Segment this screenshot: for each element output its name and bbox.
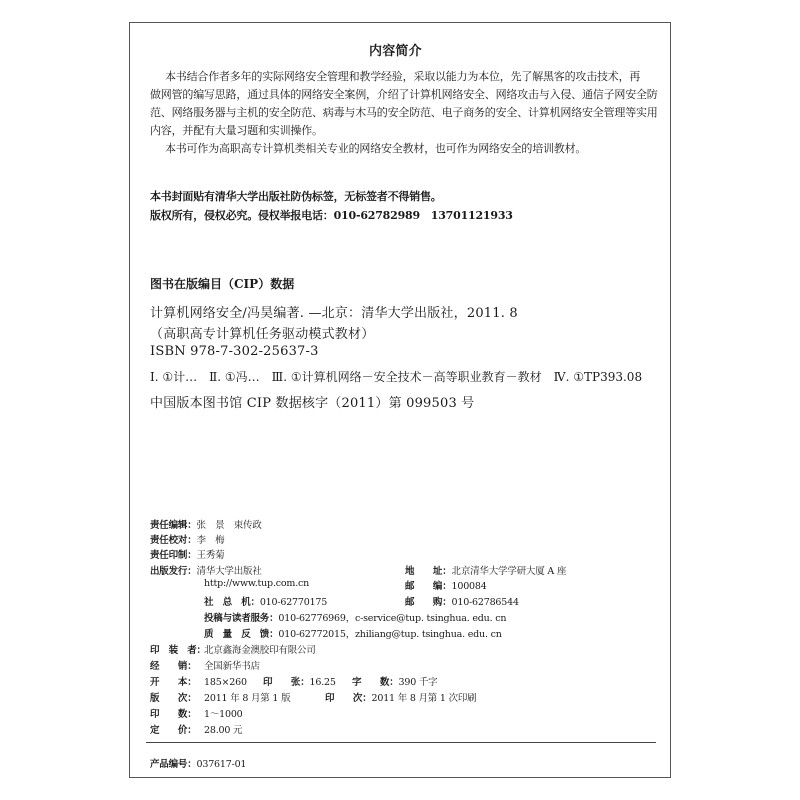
cip-record-number: 中国版本图书馆 CIP 数据核字（2011）第 099503 号 xyxy=(150,396,475,411)
quality-label: 质 量 反 馈： xyxy=(204,629,279,640)
product-label: 产品编号： xyxy=(150,759,197,770)
print-sheets xyxy=(263,674,336,688)
product-value: 037617-01 xyxy=(196,759,247,770)
responsible-printing xyxy=(150,547,224,561)
format-label: 开 本： xyxy=(150,677,197,688)
publisher-value: 清华大学出版社 xyxy=(196,566,262,577)
cip-line-1: 计算机网络安全/冯昊编著. —北京：清华大学出版社，2011. 8 xyxy=(150,306,518,321)
print-label: 责任印制： xyxy=(150,550,197,561)
intro-line-1: 本书结合作者多年的实际网络安全管理和教学经验，采取以能力为本位，先了解黑客的攻击技术，再 xyxy=(165,70,641,83)
print-value: 王秀菊 xyxy=(196,550,225,561)
quality-feedback xyxy=(204,626,502,640)
editor-value: 张 景 束传政 xyxy=(196,520,262,531)
product-number xyxy=(150,756,246,770)
responsible-proofreader xyxy=(150,532,224,546)
sheets-value: 16.25 xyxy=(309,677,336,688)
format-value: 185×260 xyxy=(204,677,247,688)
words-label: 字 数： xyxy=(352,677,399,688)
intro-line-3: 范、网络服务器与主机的安全防范、病毒与木马的安全防范、电子商务的安全、计算机网络安全管理等实用 xyxy=(150,106,658,119)
edition-label: 版 次： xyxy=(150,693,197,704)
divider xyxy=(146,742,656,743)
printer-label: 印 装 者： xyxy=(150,645,206,656)
impression xyxy=(325,690,476,704)
format xyxy=(150,674,247,688)
anti-counterfeit-notice: 本书封面贴有清华大学出版社防伪标签，无标签者不得销售。 xyxy=(150,190,442,203)
mail-order xyxy=(405,594,519,608)
publisher-label: 出版发行： xyxy=(150,566,197,577)
edition xyxy=(150,690,290,704)
cip-classification: Ⅰ. ①计… Ⅱ. ①冯… Ⅲ. ①计算机网络－安全技术－高等职业教育－教材 Ⅳ. ①TP393.08 xyxy=(150,370,643,384)
submission-service xyxy=(204,610,506,624)
mailorder-label: 邮 购： xyxy=(405,597,452,608)
address-label: 地 址： xyxy=(405,566,452,577)
mailorder-value: 010-62786544 xyxy=(451,597,519,608)
word-count xyxy=(352,674,437,688)
intro-heading: 内容简介 xyxy=(369,44,422,59)
postcode xyxy=(405,578,487,592)
submit-value: 010-62776969，c-service@tup. tsinghua. edu. cn xyxy=(278,613,507,624)
submit-label: 投稿与读者服务： xyxy=(204,613,279,624)
impression-value: 2011 年 8 月第 1 次印刷 xyxy=(371,693,477,704)
distributor xyxy=(150,658,260,672)
print-run-label: 印 数： xyxy=(150,709,197,720)
dist-label: 经 销： xyxy=(150,661,197,672)
intro-line-4: 内容，并配有大量习题和实训操作。 xyxy=(150,124,323,137)
copyright-notice: 版权所有，侵权必究。侵权举报电话：010-62782989 13701121933 xyxy=(150,209,513,222)
intro-line-2: 做网管的编写思路，通过具体的网络安全案例，介绍了计算机网络安全、网络攻击与入侵、通信子网安全防 xyxy=(150,88,658,101)
printer xyxy=(150,642,316,656)
sheets-label: 印 张： xyxy=(263,677,310,688)
address-value: 北京清华大学学研大厦 A 座 xyxy=(451,566,567,577)
switchboard-value: 010-62770175 xyxy=(259,597,328,608)
words-value: 390 千字 xyxy=(398,677,438,688)
quality-value: 010-62772015，zhiliang@tup. tsinghua. edu. cn xyxy=(278,629,502,640)
cip-heading: 图书在版编目（CIP）数据 xyxy=(150,277,295,291)
switchboard-label: 社 总 机： xyxy=(204,597,260,608)
postcode-label: 邮 编： xyxy=(405,581,452,592)
print-run xyxy=(150,706,243,720)
postcode-value: 100084 xyxy=(451,581,487,592)
cip-isbn: ISBN 978-7-302-25637-3 xyxy=(150,344,319,359)
intro-para-2: 本书可作为高职高专计算机类相关专业的网络安全教材，也可作为网络安全的培训教材。 xyxy=(165,142,587,155)
printer-value: 北京鑫海金澳胶印有限公司 xyxy=(204,645,316,656)
print-run-value: 1～1000 xyxy=(204,709,243,720)
switchboard xyxy=(204,594,327,608)
price-value: 28.00 元 xyxy=(204,725,243,736)
price xyxy=(150,722,242,736)
proof-value: 李 梅 xyxy=(196,535,225,546)
edition-value: 2011 年 8 月第 1 版 xyxy=(204,693,291,704)
publisher xyxy=(150,563,262,577)
impression-label: 印 次： xyxy=(325,693,372,704)
price-label: 定 价： xyxy=(150,725,197,736)
cip-line-2: （高职高专计算机任务驱动模式教材） xyxy=(150,327,375,342)
dist-value: 全国新华书店 xyxy=(204,661,260,672)
website: http://www.tup.com.cn xyxy=(204,578,310,589)
responsible-editor xyxy=(150,517,262,531)
editor-label: 责任编辑： xyxy=(150,520,197,531)
proof-label: 责任校对： xyxy=(150,535,197,546)
address xyxy=(405,563,566,577)
